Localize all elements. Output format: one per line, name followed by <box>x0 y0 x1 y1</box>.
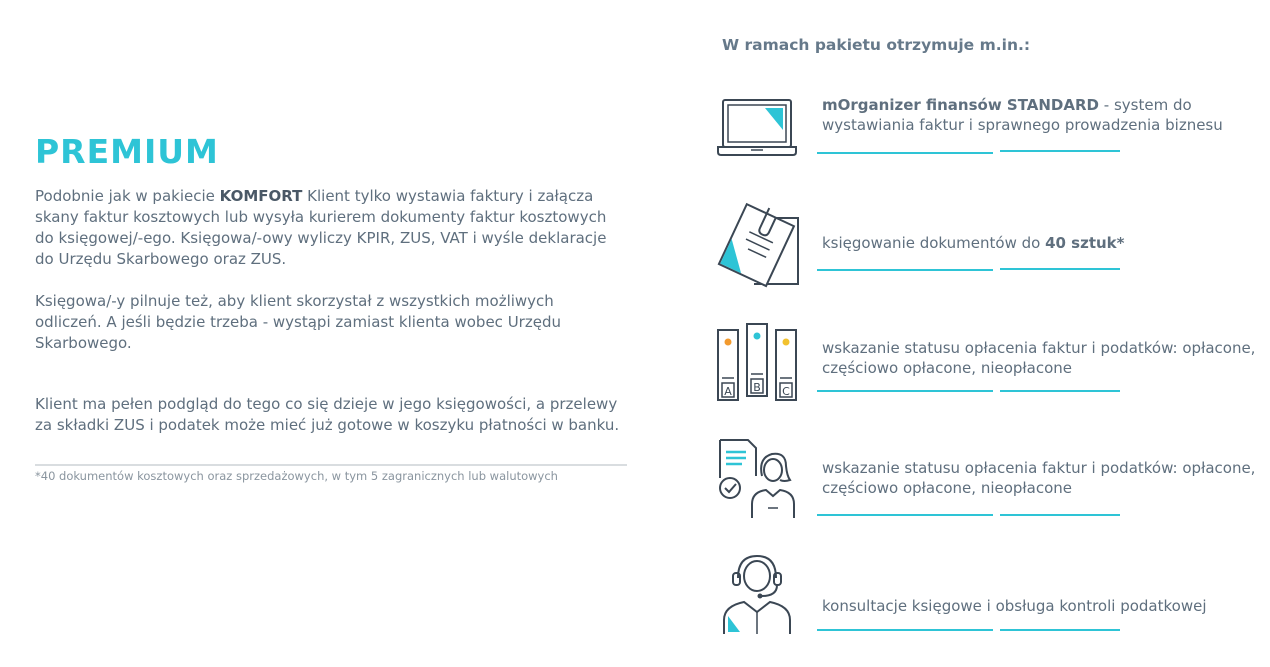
underline <box>1000 268 1120 270</box>
underline <box>1000 514 1120 516</box>
paragraph-text: Klient tylko wystawia faktury i załącza skany faktur kosztowych lub wysyła kurierem dokumenty faktur kosztowych do księgowej/-ego. Księgowa/-owy wyliczy KPIR, ZUS, VAT i wyśle deklaracje do Urzędu Skarbowego oraz ZUS. <box>35 187 607 268</box>
plan-title: PREMIUM <box>35 132 219 171</box>
plan-description <box>35 132 630 483</box>
plan-paragraph-2: Księgowa/-y pilnuje też, aby klient skorzystał z wszystkich możliwych odliczeń. A jeśli będzie trzeba - wystąpi zamiast klienta wobec Urzędu Skarbowego. <box>35 292 561 352</box>
underline <box>817 269 993 271</box>
paragraph-text: Podobnie jak w pakiecie <box>35 187 220 205</box>
documents-clip-icon <box>714 202 800 288</box>
underline <box>817 152 993 154</box>
underline <box>1000 629 1120 631</box>
headset-consultant-icon <box>714 550 800 636</box>
binder-label-b: B <box>753 381 761 394</box>
feature-text <box>822 95 1262 135</box>
binder-label-a: A <box>724 385 732 398</box>
feature-desc: - system do wystawiania faktur i sprawnego prowadzenia biznesu <box>822 96 1223 134</box>
feature-text: wskazanie statusu opłacenia faktur i podatków: opłacone, częściowo opłacone, nieopłacone <box>822 339 1256 377</box>
underline <box>817 629 993 631</box>
feature-text <box>822 233 1262 253</box>
divider <box>35 464 627 466</box>
komfort-bold: KOMFORT <box>219 187 303 205</box>
package-heading: W ramach pakietu otrzymuje m.in.: <box>722 36 1031 54</box>
underline <box>1000 390 1120 392</box>
underline <box>817 514 993 516</box>
feature-bold: 40 sztuk* <box>1045 234 1125 252</box>
binders-icon <box>714 322 800 408</box>
feature-desc: księgowanie dokumentów do <box>822 234 1046 252</box>
feature-text: wskazanie statusu opłacenia faktur i podatków: opłacone, częściowo opłacone, nieopłacone <box>822 459 1256 497</box>
plan-paragraph-1 <box>35 186 625 270</box>
footnote: *40 dokumentów kosztowych oraz sprzedażowych, w tym 5 zagranicznych lub walutowych <box>35 469 558 483</box>
binder-label-c: C <box>782 385 790 398</box>
accountant-document-icon <box>714 436 800 522</box>
underline <box>1000 150 1120 152</box>
feature-text: konsultacje księgowe i obsługa kontroli podatkowej <box>822 597 1207 615</box>
underline <box>817 390 993 392</box>
laptop-icon <box>714 94 800 180</box>
feature-bold: mOrganizer finansów STANDARD <box>822 96 1099 114</box>
package-features <box>700 0 1270 667</box>
plan-paragraph-3: Klient ma pełen podgląd do tego co się dzieje w jego księgowości, a przelewy za składki ZUS i podatek może mieć już gotowe w koszyku płatności w banku. <box>35 395 620 434</box>
